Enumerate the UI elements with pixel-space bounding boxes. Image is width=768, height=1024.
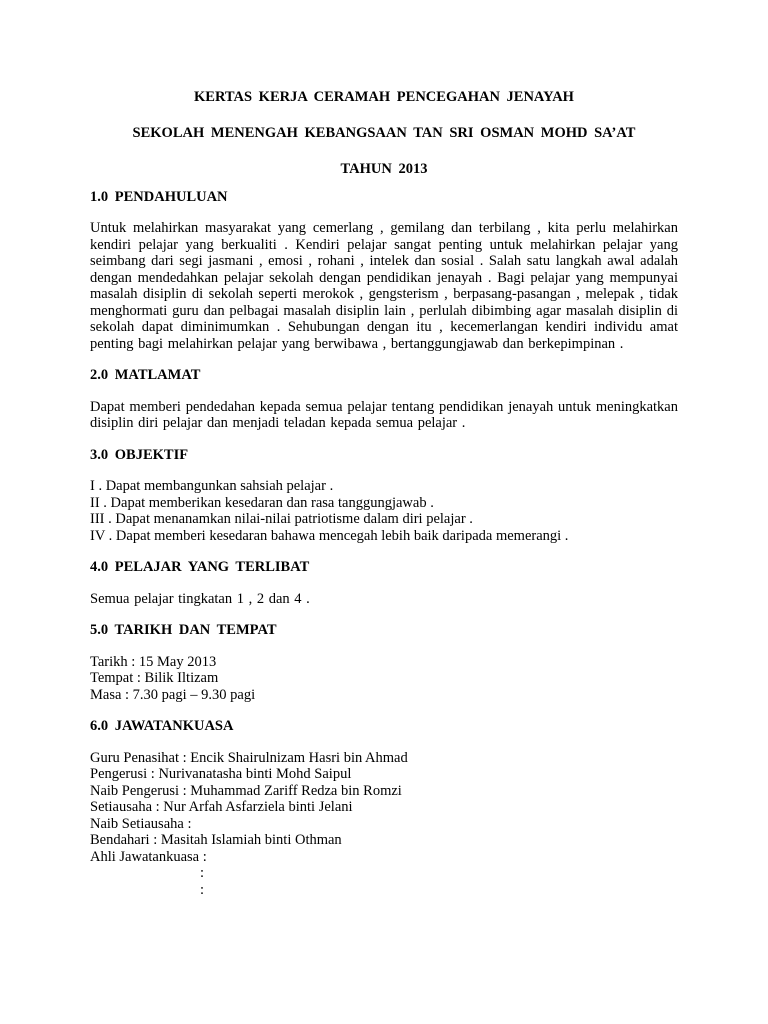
section-body: Semua pelajar tingkatan 1 , 2 dan 4 . — [90, 590, 310, 607]
document-title: KERTAS KERJA CERAMAH PENCEGAHAN JENAYAH — [194, 89, 574, 105]
list-item: Guru Penasihat : Encik Shairulnizam Hasri bin Ahmad — [90, 749, 408, 766]
list-item: Naib Pengerusi : Muhammad Zariff Redza bin Romzi — [90, 782, 402, 799]
section-title: 6.0 JAWATANKUASA — [90, 718, 234, 734]
list-item: Bendahari : Masitah Islamiah binti Othman — [90, 832, 342, 848]
objective-list — [90, 478, 678, 544]
list-item: II . Dapat memberikan kesedaran dan rasa tanggungjawab . — [90, 494, 434, 511]
section-objektif — [90, 447, 678, 545]
section-title: 4.0 PELAJAR YANG TERLIBAT — [90, 559, 310, 575]
section-matlamat — [90, 367, 678, 432]
list-item: Masa : 7.30 pagi – 9.30 pagi — [90, 686, 256, 703]
section-body: Untuk melahirkan masyarakat yang cemerlang , gemilang dan terbilang , kita perlu melahirkan kendiri pelajar yang berkualiti . Kendiri pelajar sangat penting untuk melahirkan pelajar yang seimbang dari segi jasmani , emosi , rohani , intelek dan sosial . Salah satu langkah awal adalah dengan mendedahkan pelajar sekolah dengan pendidikan jenayah . Bagi pelajar yang mempunyai masalah disiplin di sekolah seperti merokok , gengsterism , berpasang-pasangan , melepak , tidak menghormati guru dan pelbagai masalah disiplin lain , perlulah dibimbing agar masalah disiplin di sekolah dapat diminimumkan . Sehubungan dengan itu , kecemerlangan kendiri individu amat penting bagi melahirkan pelajar yang berwibawa , bertanggungjawab dan berkepimpinan . — [90, 220, 678, 352]
list-item: Setiausaha : Nur Arfah Asfarziela binti Jelani — [90, 799, 353, 815]
section-title: 3.0 OBJEKTIF — [90, 446, 189, 463]
continuation-mark: : — [200, 865, 205, 881]
section-title: 5.0 TARIKH DAN TEMPAT — [90, 622, 277, 638]
document-year: TAHUN 2013 — [340, 161, 428, 177]
list-item: III . Dapat menanamkan nilai-nilai patriotisme dalam diri pelajar . — [90, 511, 473, 527]
section-title: 2.0 MATLAMAT — [90, 367, 201, 383]
school-name: SEKOLAH MENENGAH KEBANGSAAN TAN SRI OSMAN MOHD SA’AT — [132, 124, 636, 141]
section-title: 1.0 PENDAHULUAN — [90, 188, 228, 205]
section-tarikh — [90, 622, 678, 703]
date-place-list — [90, 654, 678, 704]
list-item: Tempat : Bilik Iltizam — [90, 670, 219, 686]
section-pendahuluan — [90, 189, 678, 353]
section-body: Dapat memberi pendedahan kepada semua pelajar tentang pendidikan jenayah untuk meningkatkan disiplin diri pelajar dan menjadi teladan kepada semua pelajar . — [90, 398, 678, 431]
section-pelajar — [90, 559, 678, 607]
section-jawatankuasa — [90, 718, 678, 898]
list-item: Tarikh : 15 May 2013 — [90, 653, 217, 670]
list-item: Pengerusi : Nurivanatasha binti Mohd Saipul — [90, 766, 352, 782]
list-item: IV . Dapat memberi kesedaran bahawa mencegah lebih baik daripada memerangi . — [90, 527, 569, 544]
committee-list — [90, 750, 678, 899]
continuation-mark: : — [200, 881, 205, 898]
list-item: Naib Setiausaha : — [90, 815, 192, 832]
document-page — [90, 86, 678, 898]
list-item: I . Dapat membangunkan sahsiah pelajar . — [90, 478, 334, 494]
list-item: Ahli Jawatankuasa : — [90, 848, 207, 865]
